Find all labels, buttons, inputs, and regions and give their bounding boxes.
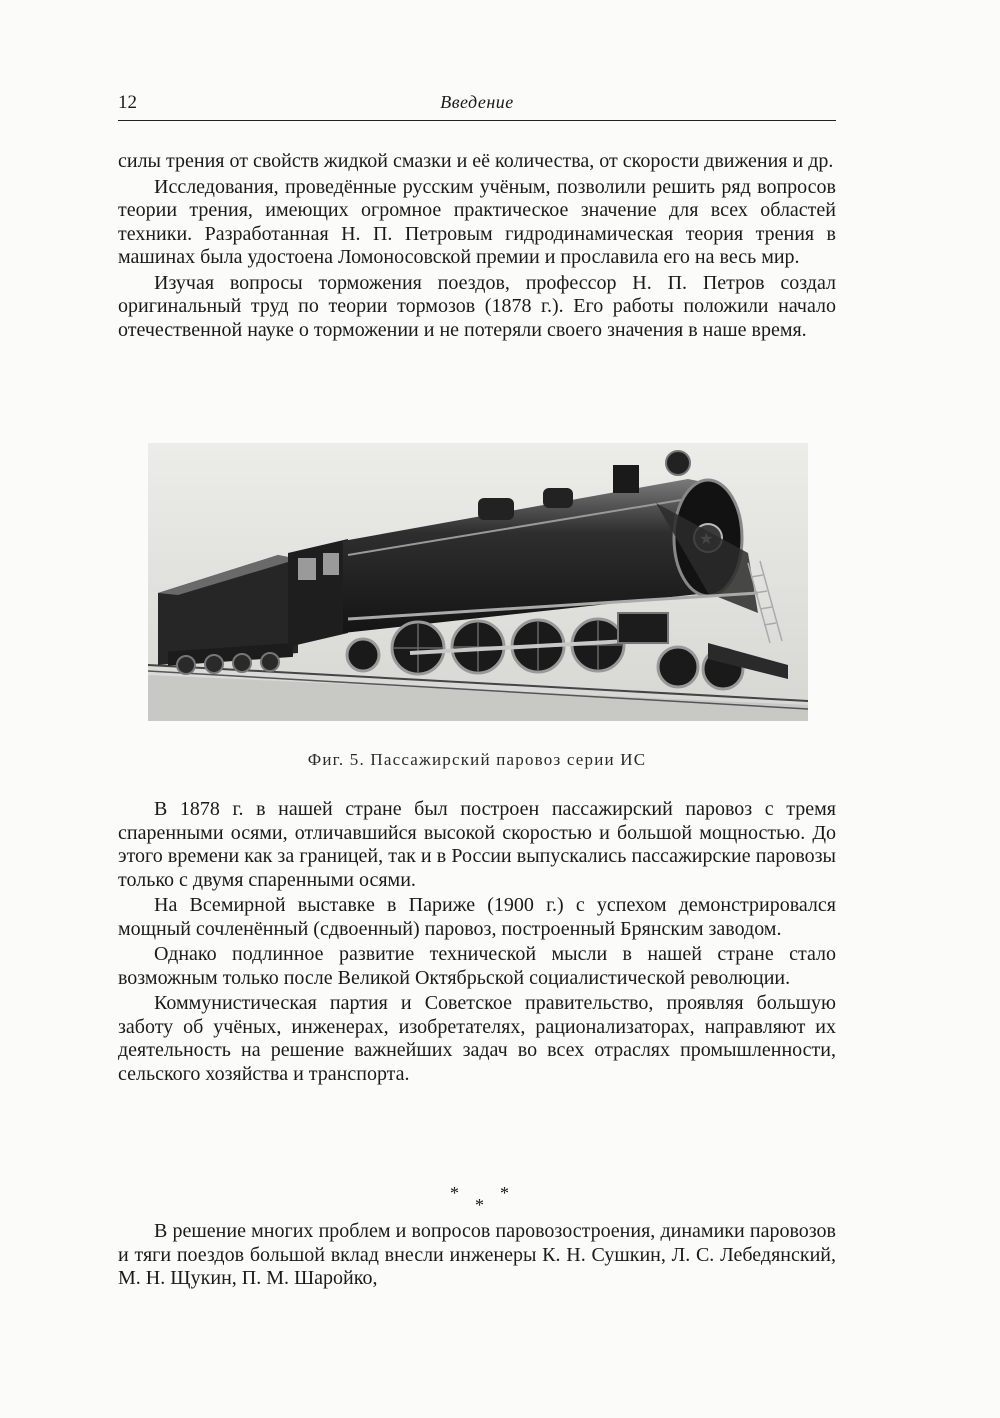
paragraph: Коммунистическая партия и Советское правительство, проявляя большую заботу об учёных, инженерах, изобретателях, рационализаторах, направляют их деятельность на решение важнейших задач во всех отраслях промышленности, сельского хозяйства и транспорта. — [118, 992, 836, 1085]
paragraph: Исследования, проведённые русским учёным, позволили решить ряд вопросов теории трения, имеющих огромное практическое значение для всех областей техники. Разработанная Н. П. Петровым гидродинамическая теория трения в машинах была удостоена Ломоносовской премии и прославила его на весь мир. — [118, 175, 836, 268]
running-title: Введение — [440, 92, 514, 112]
paragraph: силы трения от свойств жидкой смазки и её количества, от скорости движения и др. — [118, 150, 834, 172]
separator-star: * — [500, 1183, 509, 1203]
figure-caption: Фиг. 5. Пассажирский паровоз серии ИС — [307, 750, 647, 769]
page-header — [118, 90, 836, 121]
page-number: 12 — [118, 92, 137, 113]
text-block-bottom — [118, 1220, 836, 1293]
section-separator — [118, 1183, 836, 1213]
paragraph: На Всемирной выставке в Париже (1900 г.) с успехом демонстрировался мощный сочленённый (сдвоенный) паровоз, построенный Брянским заводом. — [118, 894, 836, 940]
paragraph: Изучая вопросы торможения поездов, профессор Н. П. Петров создал оригинальный труд по теории тормозов (1878 г.). Его работы положили начало отечественной науке о торможении и не потеряли своего значения в наше время. — [118, 271, 836, 341]
locomotive-photo — [148, 443, 808, 721]
paragraph: В 1878 г. в нашей стране был построен пассажирский паровоз с тремя спаренными осями, отличавшийся высокой скоростью и большой мощностью. До этого времени как за границей, так и в России выпускались пассажирские паровозы только с двумя спаренными осями. — [118, 798, 836, 891]
separator-star: * — [475, 1195, 484, 1215]
text-block-top — [118, 150, 836, 344]
paragraph: В решение многих проблем и вопросов паровозостроения, динамики паровозов и тяги поездов большой вклад внесли инженеры К. Н. Сушкин, Л. С. Лебедянский, М. Н. Щукин, П. М. Шаройко, — [118, 1220, 836, 1289]
paragraph: Однако подлинное развитие технической мысли в нашей стране стало возможным только после Великой Октябрьской социалистической революции. — [118, 943, 836, 989]
locomotive-illustration — [148, 443, 808, 721]
text-block-middle — [118, 798, 836, 1088]
separator-star: * — [450, 1183, 459, 1203]
